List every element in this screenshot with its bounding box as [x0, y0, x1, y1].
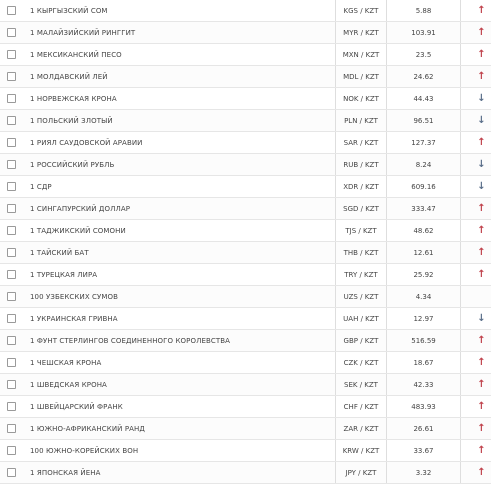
arrow-up-icon: ↑ — [477, 356, 486, 368]
arrow-up-icon: ↑ — [477, 70, 486, 82]
row-checkbox[interactable] — [7, 402, 16, 411]
arrow-down-icon: ↓ — [477, 312, 486, 324]
currency-name: 1 ТУРЕЦКАЯ ЛИРА — [22, 264, 336, 286]
arrow-down-icon: ↓ — [477, 114, 486, 126]
currency-name: 1 МЕКСИКАНСКИЙ ПЕСО — [22, 44, 336, 66]
currency-pair: CHF / KZT — [336, 396, 387, 418]
arrow-up-icon: ↑ — [477, 268, 486, 280]
currency-pair: PLN / KZT — [336, 110, 387, 132]
table-row — [0, 418, 491, 440]
currency-name: 1 МАЛАЙЗИЙСКИЙ РИНГГИТ — [22, 22, 336, 44]
exchange-rate: 127.37 — [387, 132, 461, 154]
currency-name: 1 ЧЕШСКАЯ КРОНА — [22, 352, 336, 374]
trend-cell — [461, 242, 491, 264]
row-select-cell[interactable] — [0, 440, 22, 462]
currency-name: 100 УЗБЕКСКИХ СУМОВ — [22, 286, 336, 308]
trend-cell — [461, 308, 491, 330]
exchange-rate: 12.61 — [387, 242, 461, 264]
currency-name: 1 МОЛДАВСКИЙ ЛЕЙ — [22, 66, 336, 88]
trend-cell — [461, 66, 491, 88]
row-select-cell[interactable] — [0, 198, 22, 220]
row-select-cell[interactable] — [0, 66, 22, 88]
table-row — [0, 88, 491, 110]
currency-name: 1 СДР — [22, 176, 336, 198]
row-checkbox[interactable] — [7, 94, 16, 103]
currency-name: 1 ТАДЖИКСКИЙ СОМОНИ — [22, 220, 336, 242]
table-row — [0, 66, 491, 88]
exchange-rate: 26.61 — [387, 418, 461, 440]
exchange-rate: 12.97 — [387, 308, 461, 330]
table-row — [0, 44, 491, 66]
exchange-rate: 609.16 — [387, 176, 461, 198]
currency-pair: TJS / KZT — [336, 220, 387, 242]
trend-cell — [461, 0, 491, 22]
trend-cell — [461, 418, 491, 440]
exchange-rate: 23.5 — [387, 44, 461, 66]
trend-cell — [461, 440, 491, 462]
row-select-cell[interactable] — [0, 176, 22, 198]
row-checkbox[interactable] — [7, 248, 16, 257]
currency-pair: THB / KZT — [336, 242, 387, 264]
exchange-rate: 4.34 — [387, 286, 461, 308]
arrow-up-icon: ↑ — [477, 48, 486, 60]
currency-pair: SEK / KZT — [336, 374, 387, 396]
row-select-cell[interactable] — [0, 286, 22, 308]
trend-cell — [461, 352, 491, 374]
arrow-up-icon: ↑ — [477, 246, 486, 258]
currency-pair: RUB / KZT — [336, 154, 387, 176]
currency-pair: KGS / KZT — [336, 0, 387, 22]
row-select-cell[interactable] — [0, 462, 22, 484]
table-row — [0, 220, 491, 242]
table-row — [0, 440, 491, 462]
exchange-rate: 483.93 — [387, 396, 461, 418]
table-row — [0, 0, 491, 22]
row-checkbox[interactable] — [7, 138, 16, 147]
trend-cell — [461, 198, 491, 220]
exchange-rate: 516.59 — [387, 330, 461, 352]
table-row — [0, 286, 491, 308]
row-checkbox[interactable] — [7, 336, 16, 345]
currency-name: 1 ЮЖНО-АФРИКАНСКИЙ РАНД — [22, 418, 336, 440]
row-select-cell[interactable] — [0, 396, 22, 418]
row-select-cell[interactable] — [0, 0, 22, 22]
row-select-cell[interactable] — [0, 88, 22, 110]
arrow-down-icon: ↓ — [477, 92, 486, 104]
row-select-cell[interactable] — [0, 308, 22, 330]
row-select-cell[interactable] — [0, 22, 22, 44]
row-checkbox[interactable] — [7, 204, 16, 213]
row-checkbox[interactable] — [7, 446, 16, 455]
currency-name: 1 ПОЛЬСКИЙ ЗЛОТЫЙ — [22, 110, 336, 132]
table-row — [0, 132, 491, 154]
row-checkbox[interactable] — [7, 72, 16, 81]
currency-name: 1 КЫРГЫЗСКИЙ СОМ — [22, 0, 336, 22]
exchange-rate: 44.43 — [387, 88, 461, 110]
arrow-up-icon: ↑ — [477, 400, 486, 412]
arrow-up-icon: ↑ — [477, 422, 486, 434]
row-checkbox[interactable] — [7, 270, 16, 279]
row-checkbox[interactable] — [7, 6, 16, 15]
row-checkbox[interactable] — [7, 468, 16, 477]
table-row — [0, 154, 491, 176]
row-checkbox[interactable] — [7, 226, 16, 235]
trend-cell — [461, 88, 491, 110]
trend-cell — [461, 264, 491, 286]
row-checkbox[interactable] — [7, 160, 16, 169]
exchange-rate: 5.88 — [387, 0, 461, 22]
row-select-cell[interactable] — [0, 132, 22, 154]
table-row — [0, 330, 491, 352]
exchange-rate: 18.67 — [387, 352, 461, 374]
trend-cell — [461, 132, 491, 154]
row-checkbox[interactable] — [7, 116, 16, 125]
currency-pair: JPY / KZT — [336, 462, 387, 484]
currency-name: 1 РОССИЙСКИЙ РУБЛЬ — [22, 154, 336, 176]
table-row — [0, 242, 491, 264]
currency-pair: GBP / KZT — [336, 330, 387, 352]
arrow-up-icon: ↑ — [477, 378, 486, 390]
table-row — [0, 396, 491, 418]
trend-cell — [461, 22, 491, 44]
currency-pair: TRY / KZT — [336, 264, 387, 286]
exchange-rate: 48.62 — [387, 220, 461, 242]
arrow-up-icon: ↑ — [477, 136, 486, 148]
trend-cell — [461, 110, 491, 132]
trend-cell — [461, 176, 491, 198]
table-row — [0, 198, 491, 220]
table-row — [0, 374, 491, 396]
trend-cell — [461, 154, 491, 176]
trend-cell — [461, 220, 491, 242]
arrow-up-icon: ↑ — [477, 334, 486, 346]
row-checkbox[interactable] — [7, 314, 16, 323]
arrow-up-icon: ↑ — [477, 224, 486, 236]
currency-name: 1 ЯПОНСКАЯ ЙЕНА — [22, 462, 336, 484]
currency-pair: ZAR / KZT — [336, 418, 387, 440]
arrow-down-icon: ↓ — [477, 158, 486, 170]
exchange-rate: 3.32 — [387, 462, 461, 484]
currency-name: 1 ТАЙСКИЙ БАТ — [22, 242, 336, 264]
trend-cell — [461, 330, 491, 352]
currency-name: 1 ШВЕДСКАЯ КРОНА — [22, 374, 336, 396]
row-select-cell[interactable] — [0, 374, 22, 396]
trend-cell — [461, 374, 491, 396]
arrow-up-icon: ↑ — [477, 26, 486, 38]
currency-name: 1 РИЯЛ САУДОВСКОЙ АРАВИИ — [22, 132, 336, 154]
currency-pair: MDL / KZT — [336, 66, 387, 88]
row-select-cell[interactable] — [0, 264, 22, 286]
row-select-cell[interactable] — [0, 352, 22, 374]
currency-pair: NOK / KZT — [336, 88, 387, 110]
trend-cell — [461, 396, 491, 418]
currency-pair: UAH / KZT — [336, 308, 387, 330]
row-checkbox[interactable] — [7, 28, 16, 37]
exchange-rate: 24.62 — [387, 66, 461, 88]
currency-name: 1 СИНГАПУРСКИЙ ДОЛЛАР — [22, 198, 336, 220]
table-row — [0, 308, 491, 330]
currency-pair: CZK / KZT — [336, 352, 387, 374]
exchange-rate: 333.47 — [387, 198, 461, 220]
currency-name: 1 НОРВЕЖСКАЯ КРОНА — [22, 88, 336, 110]
exchange-rate: 103.91 — [387, 22, 461, 44]
arrow-up-icon: ↑ — [477, 466, 486, 478]
row-checkbox[interactable] — [7, 292, 16, 301]
table-row — [0, 110, 491, 132]
table-row — [0, 264, 491, 286]
row-checkbox[interactable] — [7, 182, 16, 191]
exchange-rate: 8.24 — [387, 154, 461, 176]
row-checkbox[interactable] — [7, 380, 16, 389]
currency-name: 100 ЮЖНО-КОРЕЙСКИХ ВОН — [22, 440, 336, 462]
table-row — [0, 22, 491, 44]
trend-cell — [461, 286, 491, 308]
currency-pair: UZS / KZT — [336, 286, 387, 308]
currency-pair: KRW / KZT — [336, 440, 387, 462]
row-select-cell[interactable] — [0, 220, 22, 242]
row-select-cell[interactable] — [0, 44, 22, 66]
trend-cell — [461, 462, 491, 484]
table-row — [0, 176, 491, 198]
row-select-cell[interactable] — [0, 154, 22, 176]
trend-cell — [461, 44, 491, 66]
row-select-cell[interactable] — [0, 242, 22, 264]
currency-name: 1 ШВЕЙЦАРСКИЙ ФРАНК — [22, 396, 336, 418]
arrow-up-icon: ↑ — [477, 4, 486, 16]
row-checkbox[interactable] — [7, 50, 16, 59]
row-checkbox[interactable] — [7, 358, 16, 367]
row-select-cell[interactable] — [0, 418, 22, 440]
exchange-rate: 33.67 — [387, 440, 461, 462]
currency-name: 1 ФУНТ СТЕРЛИНГОВ СОЕДИНЕННОГО КОРОЛЕВСТВА — [22, 330, 336, 352]
arrow-down-icon: ↓ — [477, 180, 486, 192]
row-select-cell[interactable] — [0, 110, 22, 132]
row-checkbox[interactable] — [7, 424, 16, 433]
currency-pair: XDR / KZT — [336, 176, 387, 198]
currency-pair: MYR / KZT — [336, 22, 387, 44]
arrow-up-icon: ↑ — [477, 202, 486, 214]
currency-name: 1 УКРАИНСКАЯ ГРИВНА — [22, 308, 336, 330]
currency-pair: SAR / KZT — [336, 132, 387, 154]
table-row — [0, 462, 491, 484]
exchange-rate: 96.51 — [387, 110, 461, 132]
exchange-rate: 42.33 — [387, 374, 461, 396]
exchange-rate: 25.92 — [387, 264, 461, 286]
arrow-up-icon: ↑ — [477, 444, 486, 456]
row-select-cell[interactable] — [0, 330, 22, 352]
table-row — [0, 352, 491, 374]
currency-pair: SGD / KZT — [336, 198, 387, 220]
currency-pair: MXN / KZT — [336, 44, 387, 66]
